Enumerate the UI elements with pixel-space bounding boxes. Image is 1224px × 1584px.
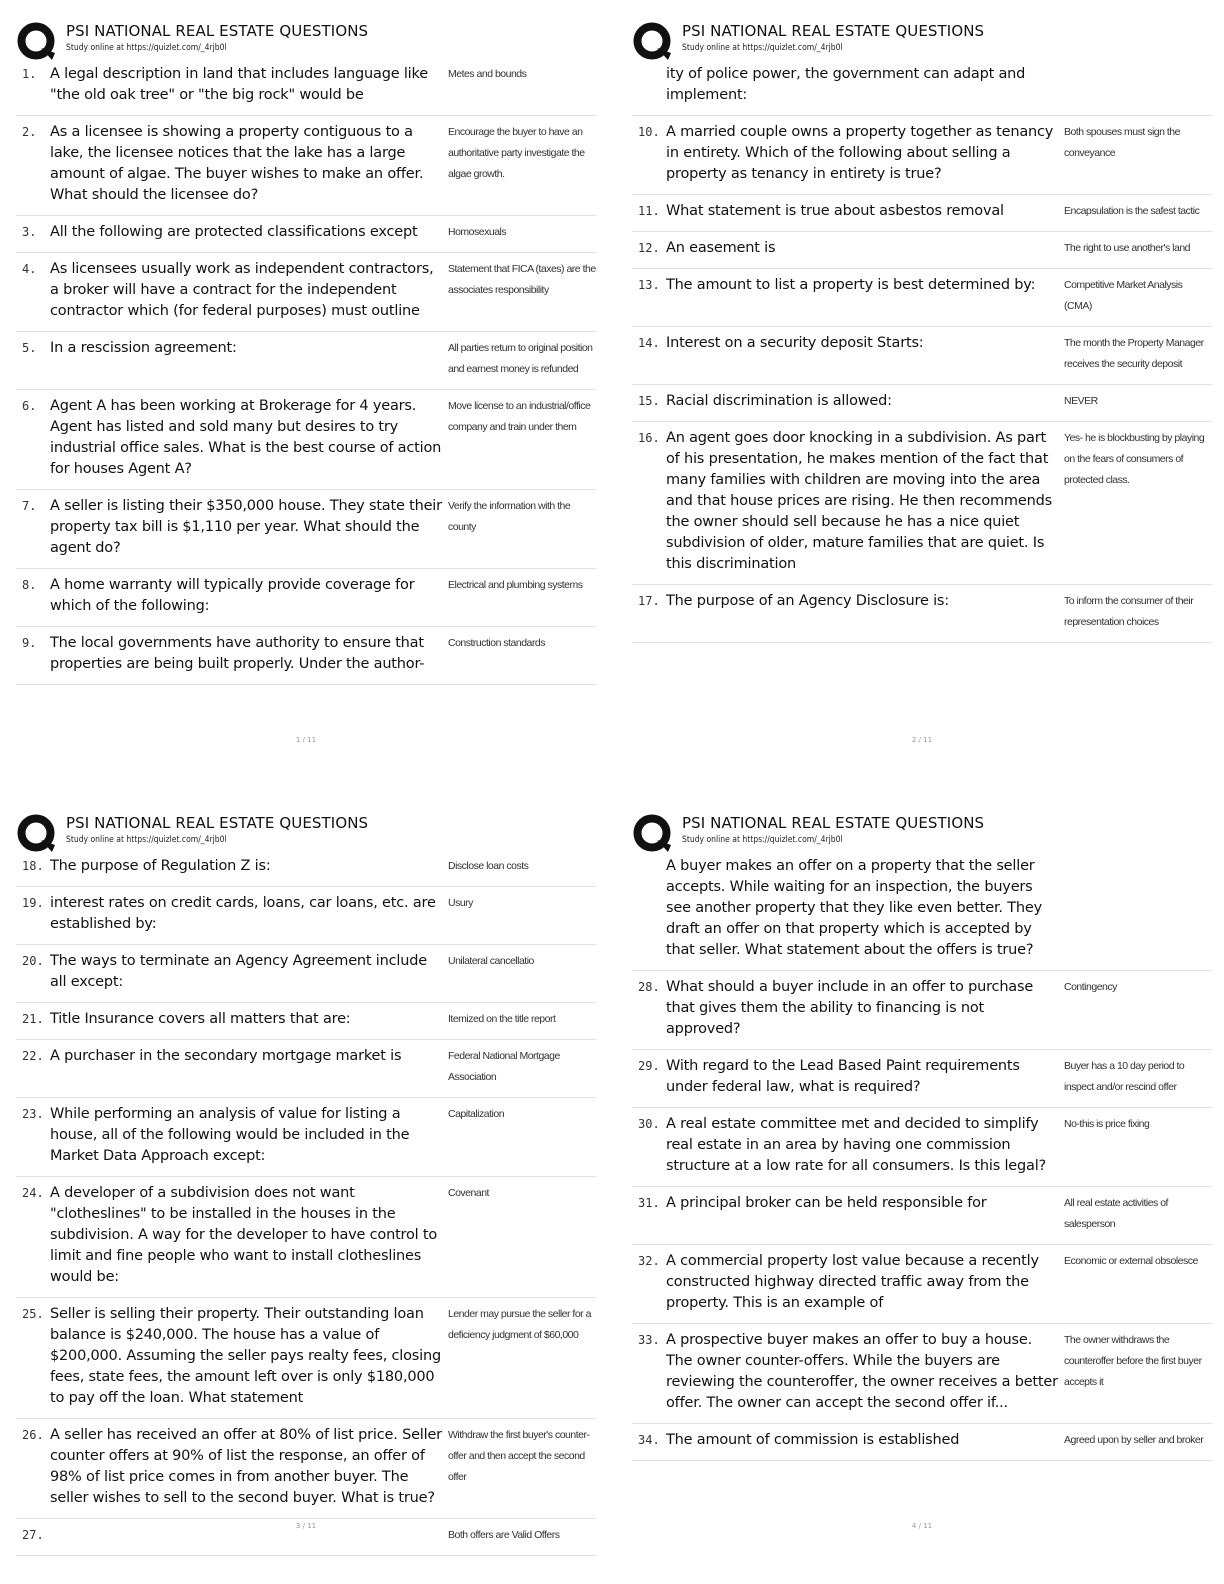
- question-row: [16, 1298, 596, 1419]
- answer-text: Both spouses must sign the conveyance: [1064, 126, 1180, 159]
- question-row: [632, 422, 1212, 585]
- quizlet-logo-icon: [17, 814, 57, 854]
- page-title: PSI NATIONAL REAL ESTATE QUESTIONS: [682, 814, 985, 832]
- answer-text: The month the Property Manager receives the security deposit: [1064, 337, 1204, 370]
- question-number: 19.: [22, 896, 44, 910]
- page-header: [16, 18, 596, 58]
- question-number: 25.: [22, 1307, 44, 1321]
- question-list: [16, 58, 596, 685]
- question-text: The purpose of an Agency Disclosure is:: [666, 593, 949, 609]
- question-text: A seller is listing their $350,000 house. They state their property tax bill is $1,110 per year. What should the agent do?: [50, 498, 442, 556]
- question-row: [16, 1003, 596, 1040]
- question-number: 2.: [22, 125, 37, 139]
- study-link[interactable]: Study online at https://quizlet.com/_4rjb0l: [66, 43, 227, 53]
- answer-text: The owner withdraws the counteroffer before the first buyer accepts it: [1064, 1334, 1202, 1388]
- page-number: 2 / 11: [911, 736, 933, 744]
- question-row: [16, 216, 596, 253]
- answer-text: Buyer has a 10 day period to inspect and/or rescind offer: [1064, 1060, 1185, 1093]
- question-list: [632, 850, 1212, 1461]
- question-number: 34.: [638, 1433, 660, 1447]
- question-number: 23.: [22, 1107, 44, 1121]
- question-row: [16, 887, 596, 945]
- question-number: 26.: [22, 1428, 44, 1442]
- question-number: 16.: [638, 431, 660, 445]
- question-number: 15.: [638, 394, 660, 408]
- answer-text: Federal National Mortgage Association: [448, 1050, 560, 1083]
- answer-text: Move license to an industrial/office company and train under them: [448, 400, 591, 433]
- answer-text: All real estate activities of salesperson: [1064, 1197, 1168, 1230]
- question-number: 28.: [638, 980, 660, 994]
- page-number: 3 / 11: [295, 1522, 317, 1530]
- question-number: 24.: [22, 1186, 44, 1200]
- answer-text: Yes- he is blockbusting by playing on the fears of consumers of protected class.: [1064, 432, 1205, 486]
- question-text: Agent A has been working at Brokerage for 4 years. Agent has listed and sold many but desires to try industrial office sales. What is the best course of action for houses Agent A?: [50, 398, 442, 477]
- question-text: interest rates on credit cards, loans, car loans, etc. are established by:: [50, 895, 436, 932]
- question-number: 12.: [638, 241, 660, 255]
- answer-text: To inform the consumer of their representation choices: [1064, 595, 1194, 628]
- question-text: What statement is true about asbestos removal: [666, 203, 1004, 219]
- page-title: PSI NATIONAL REAL ESTATE QUESTIONS: [66, 814, 369, 832]
- question-row: [632, 1108, 1212, 1187]
- answer-text: Metes and bounds: [448, 68, 527, 80]
- answer-text: NEVER: [1064, 395, 1098, 407]
- question-row: [16, 850, 596, 887]
- question-number: 31.: [638, 1196, 660, 1210]
- page-number: 1 / 11: [295, 736, 317, 744]
- question-number: 9.: [22, 636, 37, 650]
- question-text: The amount to list a property is best determined by:: [666, 277, 1036, 293]
- question-text: While performing an analysis of value for listing a house, all of the following would be included in the Market Data Approach except:: [50, 1106, 410, 1164]
- answer-text: Encourage the buyer to have an authoritative party investigate the algae growth.: [448, 126, 585, 180]
- question-number: 4.: [22, 262, 37, 276]
- question-row: [16, 253, 596, 332]
- question-row: [16, 332, 596, 390]
- page-header: [632, 810, 1212, 850]
- question-text: A purchaser in the secondary mortgage market is: [50, 1048, 402, 1064]
- question-text: The purpose of Regulation Z is:: [50, 858, 271, 874]
- question-text: A commercial property lost value because a recently constructed highway directed traffic away from the property. This is an example of: [666, 1253, 1039, 1311]
- question-row: [16, 569, 596, 627]
- page-panel-2: [632, 18, 1212, 788]
- question-number: 30.: [638, 1117, 660, 1131]
- question-text: A principal broker can be held responsible for: [666, 1195, 987, 1211]
- question-text: The local governments have authority to ensure that properties are being built properly. Under the author-: [50, 635, 425, 672]
- answer-text: Construction standards: [448, 637, 545, 649]
- question-row: [632, 1050, 1212, 1108]
- question-text: As a licensee is showing a property contiguous to a lake, the licensee notices that the lake has a large amount of algae. The buyer wishes to make an offer. What should the licensee do?: [50, 124, 424, 203]
- question-row: [16, 1040, 596, 1098]
- question-text: The amount of commission is established: [666, 1432, 960, 1448]
- question-row: [632, 1424, 1212, 1461]
- question-text: All the following are protected classifications except: [50, 224, 418, 240]
- answer-text: Withdraw the first buyer's counter-offer and then accept the second offer: [448, 1429, 590, 1483]
- question-row: [632, 195, 1212, 232]
- question-text: An easement is: [666, 240, 776, 256]
- question-number: 17.: [638, 594, 660, 608]
- question-row: [16, 490, 596, 569]
- quizlet-logo-icon: [633, 22, 673, 62]
- answer-text: Homosexuals: [448, 226, 507, 238]
- question-text: Title Insurance covers all matters that are:: [50, 1011, 351, 1027]
- question-text: As licensees usually work as independent contractors, a broker will have a contract for the independent contractor which (for federal purposes) must outline: [50, 261, 434, 319]
- question-text: Interest on a security deposit Starts:: [666, 335, 924, 351]
- page-panel-4: [632, 810, 1212, 1580]
- answer-text: Verify the information with the county: [448, 500, 571, 533]
- question-text: Seller is selling their property. Their outstanding loan balance is $240,000. The house has a value of $200,000. Assuming the seller pays realty fees, closing fees, state fees, the amount left over is only $180,000 to pay off the loan. What statement: [50, 1306, 441, 1406]
- continued-question: [632, 58, 1212, 116]
- question-text: A buyer makes an offer on a property that the seller accepts. While waiting for an inspection, the buyers see another property that they like even better. They draft an offer on that property which is accepted by that seller. What statement about the offers is true?: [666, 858, 1042, 958]
- answer-text: Capitalization: [448, 1108, 505, 1120]
- answer-text: Usury: [448, 897, 473, 909]
- answer-text: All parties return to original position and earnest money is refunded: [448, 342, 593, 375]
- question-number: 33.: [638, 1333, 660, 1347]
- question-text: A developer of a subdivision does not want "clotheslines" to be installed in the houses in the subdivision. A way for the developer to have control to limit and fine people who want to install clotheslines would be:: [50, 1185, 438, 1285]
- question-text: With regard to the Lead Based Paint requirements under federal law, what is required?: [666, 1058, 1020, 1095]
- answer-text: Lender may pursue the seller for a deficiency judgment of $60,000: [448, 1308, 591, 1341]
- question-row: [632, 116, 1212, 195]
- question-number: 8.: [22, 578, 37, 592]
- question-number: 3.: [22, 225, 37, 239]
- question-number: 32.: [638, 1254, 660, 1268]
- answer-text: Itemized on the title report: [448, 1013, 556, 1025]
- study-link[interactable]: Study online at https://quizlet.com/_4rjb0l: [682, 835, 843, 845]
- question-number: 27.: [22, 1528, 44, 1542]
- question-number: 29.: [638, 1059, 660, 1073]
- question-row: [632, 1324, 1212, 1424]
- answer-text: No-this is price fixing: [1064, 1118, 1150, 1130]
- question-row: [632, 1245, 1212, 1324]
- answer-text: Competitive Market Analysis (CMA): [1064, 279, 1183, 312]
- question-row: [16, 58, 596, 116]
- answer-text: Encapsulation is the safest tactic: [1064, 205, 1200, 217]
- study-link[interactable]: Study online at https://quizlet.com/_4rjb0l: [66, 835, 227, 845]
- quizlet-logo-icon: [633, 814, 673, 854]
- question-row: [632, 585, 1212, 643]
- question-text: A home warranty will typically provide coverage for which of the following:: [50, 577, 415, 614]
- question-text: ity of police power, the government can adapt and implement:: [666, 66, 1026, 103]
- question-text: A real estate committee met and decided to simplify real estate in an area by having one commission structure at a low rate for all consumers. Is this legal?: [666, 1116, 1047, 1174]
- question-row: [632, 1187, 1212, 1245]
- page-header: [632, 18, 1212, 58]
- study-link[interactable]: Study online at https://quizlet.com/_4rjb0l: [682, 43, 843, 53]
- question-list: [632, 58, 1212, 643]
- continued-question: [632, 850, 1212, 971]
- question-number: 22.: [22, 1049, 44, 1063]
- question-number: 10.: [638, 125, 660, 139]
- page-number: 4 / 11: [911, 1522, 933, 1530]
- answer-text: Statement that FICA (taxes) are the associates responsibility: [448, 263, 596, 296]
- answer-text: Covenant: [448, 1187, 489, 1199]
- question-number: 21.: [22, 1012, 44, 1026]
- quizlet-logo-icon: [17, 22, 57, 62]
- question-row: [632, 327, 1212, 385]
- page-panel-1: [16, 18, 596, 788]
- answer-text: Economic or external obsolesce: [1064, 1255, 1198, 1267]
- question-row: [632, 232, 1212, 269]
- question-text: The ways to terminate an Agency Agreement include all except:: [50, 953, 427, 990]
- answer-text: Unilateral cancellatio: [448, 955, 534, 967]
- question-number: 5.: [22, 341, 37, 355]
- question-row: [16, 116, 596, 216]
- question-number: 11.: [638, 204, 660, 218]
- question-number: 1.: [22, 67, 37, 81]
- question-number: 14.: [638, 336, 660, 350]
- question-text: A legal description in land that includes language like "the old oak tree" or "the big rock" would be: [50, 66, 428, 103]
- question-row: [16, 1177, 596, 1298]
- question-text: In a rescission agreement:: [50, 340, 237, 356]
- page-title: PSI NATIONAL REAL ESTATE QUESTIONS: [66, 22, 369, 40]
- question-number: 18.: [22, 859, 44, 873]
- question-text: What should a buyer include in an offer to purchase that gives them the ability to financing is not approved?: [666, 979, 1034, 1037]
- answer-text: The right to use another's land: [1064, 242, 1191, 254]
- answer-text: Agreed upon by seller and broker: [1064, 1434, 1204, 1446]
- question-number: 6.: [22, 399, 37, 413]
- question-row: [16, 627, 596, 685]
- question-text: A seller has received an offer at 80% of list price. Seller counter offers at 90% of list the response, an offer of 98% of list price comes in from another buyer. The seller wishes to sell to the second buyer. What is true?: [50, 1427, 442, 1506]
- answer-text: Electrical and plumbing systems: [448, 579, 583, 591]
- question-text: An agent goes door knocking in a subdivision. As part of his presentation, he makes mention of the fact that many families with children are moving into the area and that house prices are rising. He then recommends the owner should sell because he has a nice quiet subdivision of older, mature families that are quiet. Is this discrimination: [666, 430, 1052, 572]
- page-title: PSI NATIONAL REAL ESTATE QUESTIONS: [682, 22, 985, 40]
- answer-text: Both offers are Valid Offers: [448, 1529, 560, 1541]
- question-number: 13.: [638, 278, 660, 292]
- question-row: [632, 385, 1212, 422]
- question-row: [16, 945, 596, 1003]
- question-list: [16, 850, 596, 1556]
- question-number: 7.: [22, 499, 37, 513]
- question-row: [632, 269, 1212, 327]
- question-text: Racial discrimination is allowed:: [666, 393, 892, 409]
- question-text: A married couple owns a property together as tenancy in entirety. Which of the following about selling a property as tenancy in entirety is true?: [666, 124, 1054, 182]
- question-row: [16, 390, 596, 490]
- answer-text: Contingency: [1064, 981, 1117, 993]
- question-row: [632, 971, 1212, 1050]
- page-header: [16, 810, 596, 850]
- page-panel-3: [16, 810, 596, 1580]
- question-number: 20.: [22, 954, 44, 968]
- question-row: [16, 1098, 596, 1177]
- question-text: A prospective buyer makes an offer to buy a house. The owner counter-offers. While the buyers are reviewing the counteroffer, the owner receives a better offer. The owner can accept the second offer if...: [666, 1332, 1058, 1411]
- answer-text: Disclose loan costs: [448, 860, 529, 872]
- question-row: [16, 1419, 596, 1519]
